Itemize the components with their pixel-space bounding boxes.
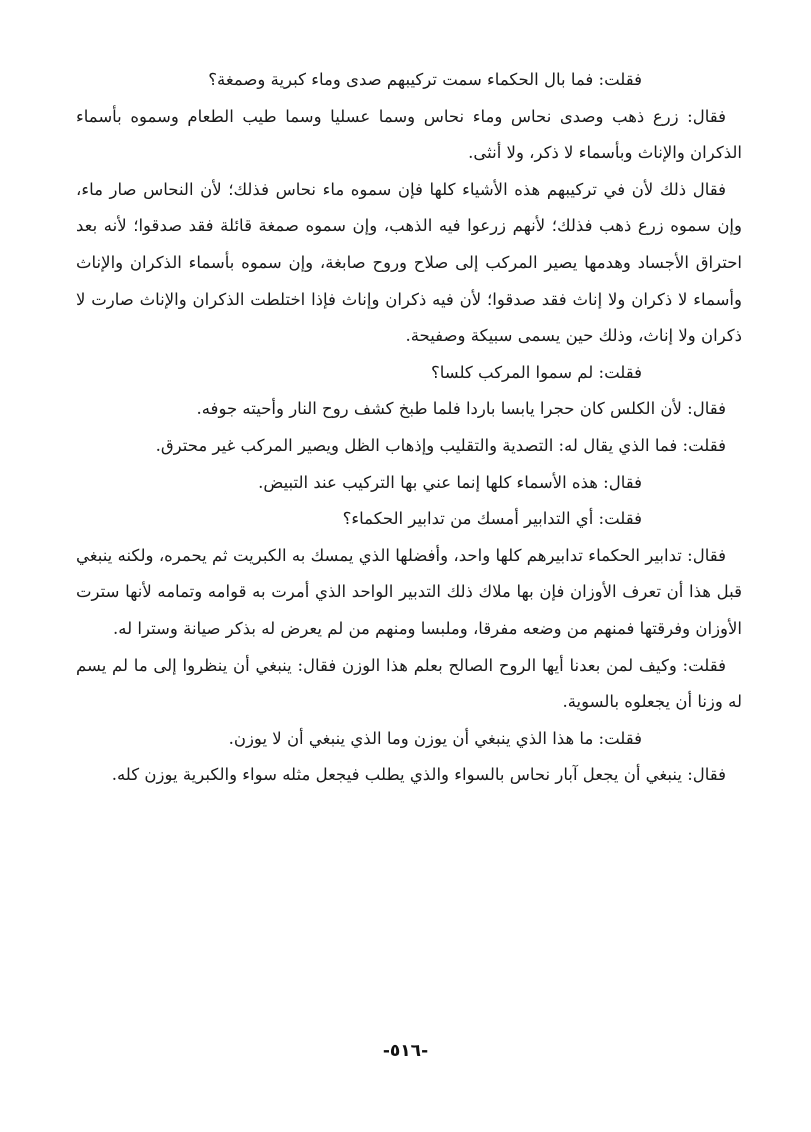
body-text [76,62,742,794]
paragraph-9: فقال: تدابير الحكماء تدابيرهم كلها واحد، وأفضلها الذي يمسك به الكبريت ثم يحمره، ولكنه ينبغي قبل هذا أن تعرف الأوزان فإن بها ملاك ذلك التدبير الواحد الذي أمرت به قوامه وتمامه لأنها سترت الأوزان وفرقتها فمنهم من وضعه مفرقا، وملبسا ومنهم من لم يعرض له بذكر صيانة وسترا له. [76,545,742,638]
paragraph-7: فقال: هذه الأسماء كلها إنما عني بها التركيب عند التبيض. [258,472,642,492]
page-number: -٥١٦- [382,1041,429,1061]
paragraph-12: فقال: ينبغي أن يجعل آبار نحاس بالسواء والذي يطلب فيجعل مثله سواء والكبرية يوزن كله. [111,765,726,785]
paragraph-11: فقلت: ما هذا الذي ينبغي أن يوزن وما الذي ينبغي أن لا يوزن. [228,728,642,748]
paragraph-2: فقال: زرع ذهب وصدى نحاس وماء نحاس وسما عسليا وسما طيب الطعام وسموه بأسماء الذكران والإناث وبأسماء لا ذكر، ولا أنثى. [76,106,742,163]
paragraph-5: فقال: لأن الكلس كان حجرا يابسا باردا فلما طبخ كشف روح النار وأحيته جوفه. [196,399,726,419]
paragraph-1: فقلت: فما بال الحكماء سمت تركيبهم صدى وماء كبرية وصمغة؟ [208,70,642,89]
paragraph-4: فقلت: لم سموا المركب كلسا؟ [430,362,642,382]
paragraph-8: فقلت: أي التدابير أمسك من تدابير الحكماء؟ [342,509,642,529]
paragraph-3: فقال ذلك لأن في تركيبهم هذه الأشياء كلها فإن سموه ماء نحاس فذلك؛ لأن النحاس صار ماء، وإن سموه زرع ذهب فذلك؛ لأنهم زرعوا فيه الذهب، وإن سموه صمغة قائلة فقد صدقوا؛ لأنه بعد احتراق الأجساد وهدمها يصير المركب إلى صلاح وروح صابغة، وإن سموه بأسماء الذكران والإناث وأسماء لا ذكران ولا إناث فقد صدقوا؛ لأن فيه ذكران وإناث فإذا اختلطت الذكران والإناث صارت لا ذكران ولا إناث، وذلك حين يسمى سبيكة وصفيحة. [76,179,742,346]
paragraph-6: فقلت: فما الذي يقال له: التصدية والتقليب وإذهاب الظل ويصير المركب غير محترق. [155,435,726,455]
paragraph-10: فقلت: وكيف لمن بعدنا أيها الروح الصالح بعلم هذا الوزن فقال: ينبغي أن ينظروا إلى ما لم يسم له وزنا أن يجعلوه بالسوية. [76,655,742,712]
